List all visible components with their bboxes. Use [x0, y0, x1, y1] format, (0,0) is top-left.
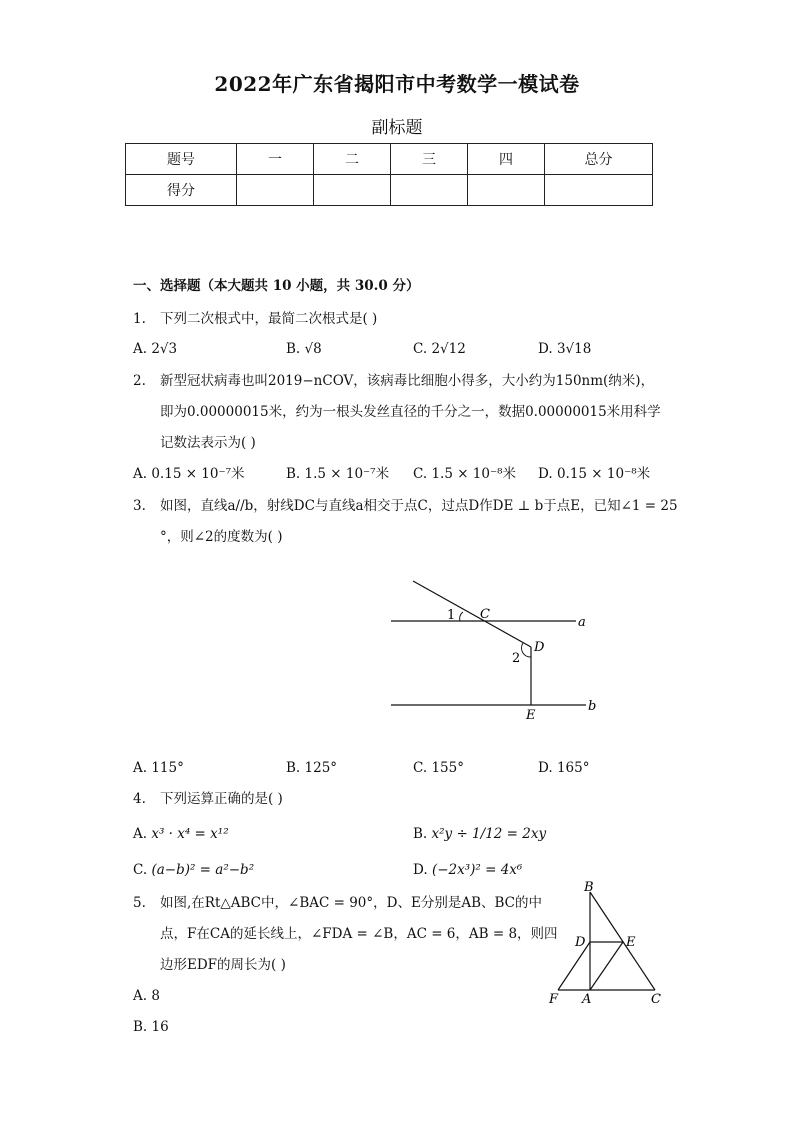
- q3-figure: [380, 575, 610, 725]
- option-value: 0.15 × 10⁻⁷米: [151, 466, 245, 482]
- option-value: 115°: [151, 760, 184, 776]
- option-d[interactable]: [538, 759, 589, 777]
- option-value: √8: [304, 341, 322, 357]
- figure-label: E: [626, 935, 636, 950]
- option-label: A.: [133, 760, 148, 776]
- option-c[interactable]: [413, 759, 464, 777]
- score-row-label: 得分: [126, 175, 237, 206]
- figure-label: F: [549, 992, 559, 1007]
- question-number: 2.: [133, 373, 146, 389]
- figure-label: a: [578, 615, 586, 630]
- question-text: 点，F在CA的延长线上，∠FDA = ∠B，AC = 6，AB = 8，则四: [160, 926, 558, 942]
- question-number: 1.: [133, 311, 146, 327]
- question-text: 边形EDF的周长为( ): [160, 957, 286, 973]
- score-table-header-row: [126, 144, 653, 175]
- option-d[interactable]: [538, 465, 650, 483]
- page-subtitle: 副标题: [371, 118, 423, 138]
- figure-label: 1: [447, 608, 456, 623]
- question-number: 4.: [133, 791, 146, 807]
- question-text: °，则∠2的度数为( ): [160, 529, 283, 545]
- figure-label: 2: [512, 651, 521, 666]
- option-b[interactable]: [286, 340, 322, 358]
- option-label: A.: [133, 341, 148, 357]
- option-c[interactable]: [133, 861, 254, 879]
- option-label: C.: [413, 760, 428, 776]
- question-number: 5.: [133, 895, 146, 911]
- figure-label: C: [651, 992, 661, 1007]
- score-cell[interactable]: [468, 175, 545, 206]
- figure-label: C: [480, 607, 490, 622]
- option-value: 0.15 × 10⁻⁸米: [556, 466, 651, 482]
- option-label: C.: [413, 341, 428, 357]
- question-number: 3.: [133, 498, 146, 514]
- option-value: 8: [151, 988, 160, 1004]
- option-b[interactable]: [133, 1018, 169, 1036]
- option-value: 1.5 × 10⁻⁸米: [431, 466, 517, 482]
- figure-label: A: [582, 992, 592, 1007]
- score-cell[interactable]: [391, 175, 468, 206]
- q5-figure: [540, 880, 670, 1010]
- figure-label: D: [534, 640, 545, 655]
- question-text: 记数法表示为( ): [160, 435, 256, 451]
- score-header-cell: 二: [314, 144, 391, 175]
- option-c[interactable]: [413, 465, 516, 483]
- option-label: D.: [538, 341, 553, 357]
- question-text: 即为0.00000015米，约为一根头发丝直径的千分之一，数据0.00000015米用科学: [160, 404, 661, 420]
- score-header-cell: 一: [237, 144, 314, 175]
- figure-label: B: [584, 880, 594, 895]
- option-label: B.: [286, 466, 301, 482]
- score-table: [125, 143, 653, 206]
- option-b[interactable]: [286, 465, 389, 483]
- question-text: 如图,在Rt△ABC中，∠BAC = 90°，D、E分别是AB、BC的中: [160, 895, 542, 911]
- option-value: x²y ÷ 1/12 = 2xy: [431, 826, 547, 842]
- question-text: 如图，直线a//b，射线DC与直线a相交于点C，过点D作DE ⊥ b于点E，已知∠1 = 25: [160, 498, 678, 514]
- score-header-cell: 三: [391, 144, 468, 175]
- option-a[interactable]: [133, 987, 160, 1005]
- option-a[interactable]: [133, 759, 184, 777]
- option-label: A.: [133, 826, 148, 842]
- option-c[interactable]: [413, 340, 466, 358]
- question-text: 新型冠状病毒也叫2019−nCOV，该病毒比细胞小得多，大小约为150nm(纳米)，: [160, 373, 655, 389]
- option-d[interactable]: [538, 340, 591, 358]
- option-value: 3√18: [556, 341, 592, 357]
- option-value: x³ · x⁴ = x¹²: [151, 826, 229, 842]
- score-cell[interactable]: [314, 175, 391, 206]
- option-a[interactable]: [133, 340, 177, 358]
- option-value: 16: [151, 1019, 169, 1035]
- page-title: 2022年广东省揭阳市中考数学一模试卷: [214, 72, 580, 96]
- option-a[interactable]: [133, 825, 229, 843]
- option-a[interactable]: [133, 465, 245, 483]
- option-value: 1.5 × 10⁻⁷米: [304, 466, 390, 482]
- option-value: 125°: [304, 760, 338, 776]
- score-header-cell: 总分: [545, 144, 653, 175]
- option-value: (−2x³)² = 4x⁶: [431, 862, 523, 878]
- score-cell[interactable]: [545, 175, 653, 206]
- option-b[interactable]: [286, 759, 337, 777]
- option-value: 2√3: [151, 341, 178, 357]
- option-label: D.: [413, 862, 428, 878]
- score-header-cell: 题号: [126, 144, 237, 175]
- option-label: D.: [538, 466, 553, 482]
- option-d[interactable]: [413, 861, 522, 879]
- option-value: 165°: [556, 760, 590, 776]
- option-label: B.: [286, 760, 301, 776]
- score-cell[interactable]: [237, 175, 314, 206]
- figure-label: D: [575, 935, 586, 950]
- option-value: (a−b)² = a²−b²: [151, 862, 255, 878]
- option-b[interactable]: [413, 825, 546, 843]
- option-label: B.: [286, 341, 301, 357]
- figure-label: E: [526, 708, 536, 723]
- question-text: 下列运算正确的是( ): [160, 791, 283, 807]
- score-table-score-row: [126, 175, 653, 206]
- score-header-cell: 四: [468, 144, 545, 175]
- question-text: 下列二次根式中，最简二次根式是( ): [160, 311, 378, 327]
- option-value: 155°: [431, 760, 464, 776]
- figure-label: b: [588, 699, 597, 714]
- option-label: B.: [133, 1019, 148, 1035]
- option-label: D.: [538, 760, 553, 776]
- option-label: B.: [413, 826, 428, 842]
- option-label: C.: [413, 466, 428, 482]
- option-label: A.: [133, 466, 148, 482]
- option-label: A.: [133, 988, 148, 1004]
- option-value: 2√12: [431, 341, 466, 357]
- option-label: C.: [133, 862, 148, 878]
- section-heading: 一、选择题（本大题共 10 小题，共 30.0 分）: [133, 278, 420, 294]
